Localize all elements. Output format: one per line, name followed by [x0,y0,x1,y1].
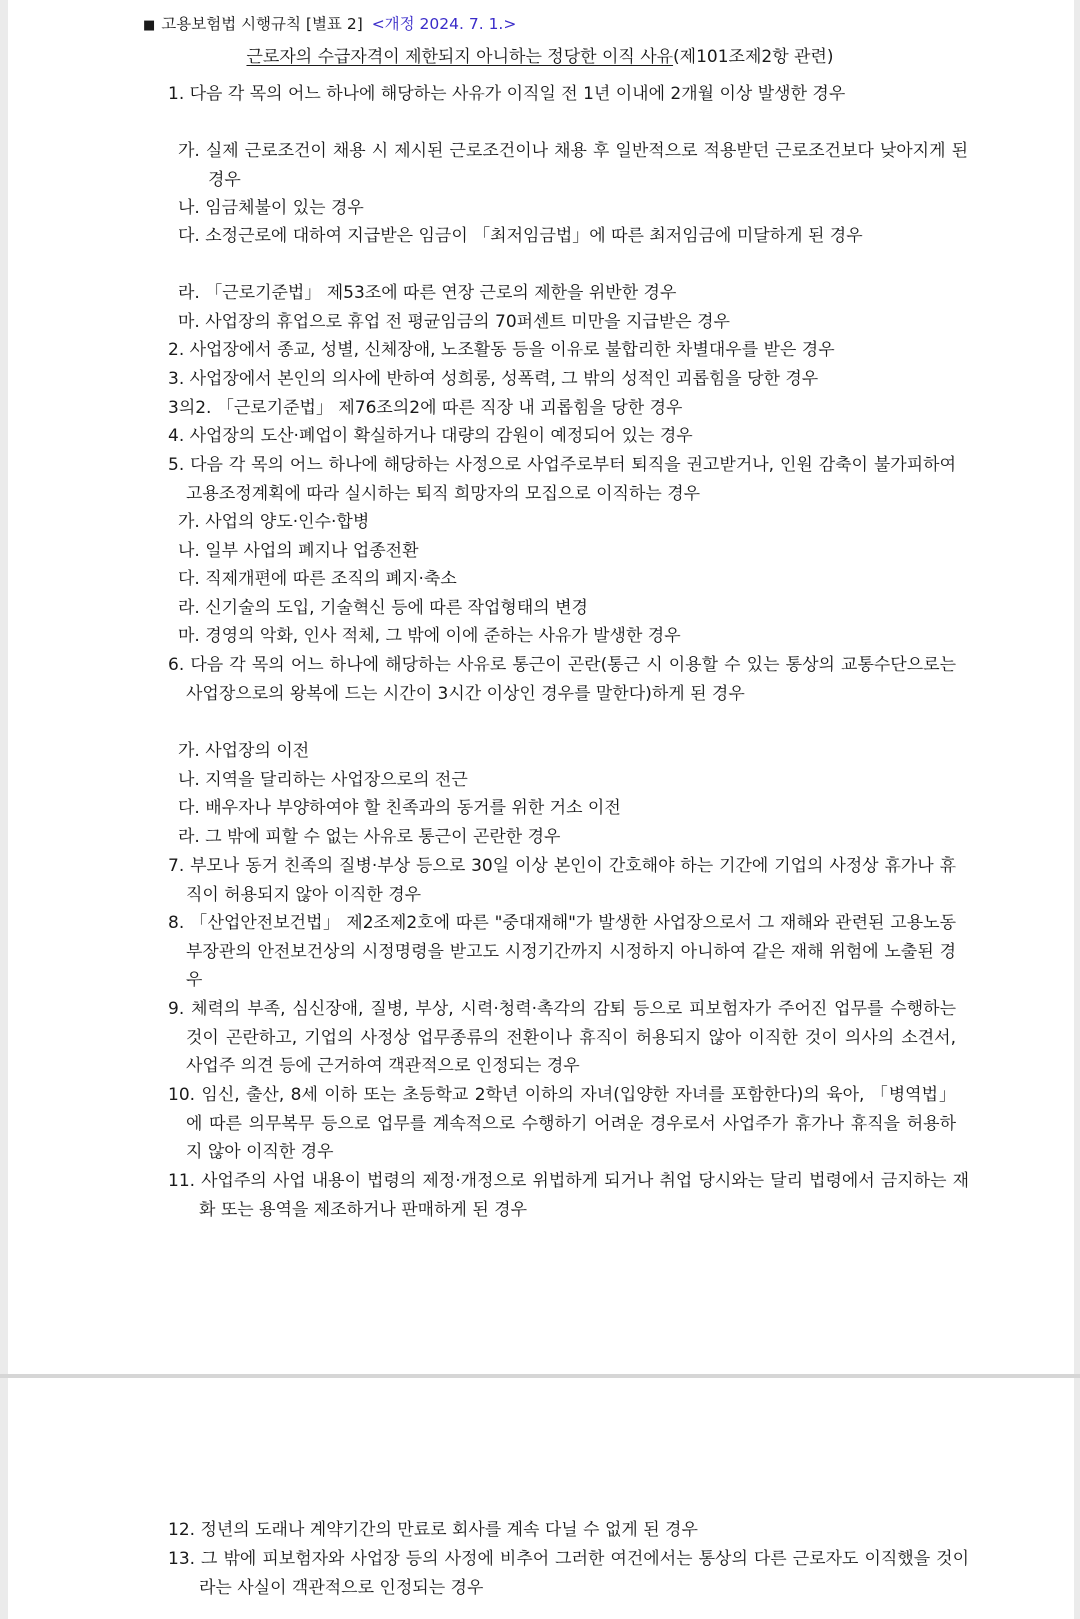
list-item-5-ga: 가. 사업의 양도·인수·합병 [178,512,370,532]
list-item-12: 12. 정년의 도래나 계약기간의 만료로 회사를 계속 다닐 수 없게 된 경우 [168,1520,698,1540]
revision-date: <개정 2024. 7. 1.> [371,15,517,33]
list-item-1-na: 나. 임금체불이 있는 경우 [178,198,364,218]
list-item-7: 7. 부모나 동거 친족의 질병·부상 등으로 30일 이상 본인이 간호해야 하는 기간에 기업의 사정상 휴가나 휴직이 허용되지 않아 이직한 경우 [168,856,956,905]
list-item-13: 13. 그 밖에 피보험자와 사업장 등의 사정에 비추어 그러한 여건에서는 통상의 다른 근로자도 이직했을 것이라는 사실이 객관적으로 인정되는 경우 [168,1549,969,1598]
list-item-6-ga: 가. 사업장의 이전 [178,741,310,761]
list-item-5-ra: 라. 신기술의 도입, 기술혁신 등에 따른 작업형태의 변경 [178,598,588,618]
list-item-6-na: 나. 지역을 달리하는 사업장으로의 전근 [178,770,468,790]
title-main: 근로자의 수급자격이 제한되지 아니하는 정당한 이직 사유 [246,47,674,67]
list-item-5-na: 나. 일부 사업의 폐지나 업종전환 [178,541,419,561]
list-item-1-ra: 라. 「근로기준법」 제53조에 따른 연장 근로의 제한을 위반한 경우 [178,283,677,303]
document-title [0,44,1080,70]
list-item-6: 6. 다음 각 목의 어느 하나에 해당하는 사유로 통근이 곤란(통근 시 이용할 수 있는 통상의 교통수단으로는 사업장으로의 왕복에 드는 시간이 3시간 이상인 경우를 말한다)하게 된 경우 [168,655,956,704]
list-item-3: 3. 사업장에서 본인의 의사에 반하여 성희롱, 성폭력, 그 밖의 성적인 괴롭힘을 당한 경우 [168,369,819,389]
law-title: 고용보험법 시행규칙 [별표 2] [161,15,363,33]
list-item-5-ma: 마. 경영의 악화, 인사 적체, 그 밖에 이에 준하는 사유가 발생한 경우 [178,626,681,646]
list-item-1-da: 다. 소정근로에 대하여 지급받은 임금이 「최저임금법」에 따른 최저임금에 미달하게 된 경우 [178,226,863,246]
list-item-2: 2. 사업장에서 종교, 성별, 신체장애, 노조활동 등을 이유로 불합리한 차별대우를 받은 경우 [168,340,835,360]
title-reference: (제101조제2항 관련) [673,47,834,67]
list-item-10: 10. 임신, 출산, 8세 이하 또는 초등학교 2학년 이하의 자녀(입양한 자녀를 포함한다)의 육아, 「병역법」에 따른 의무복무 등으로 업무를 계속적으로 수행하기 어려운 경우로서 사업주가 휴가나 휴직을 허용하지 않아 이직한 경우 [168,1085,956,1163]
document-header [143,13,516,37]
list-item-5: 5. 다음 각 목의 어느 하나에 해당하는 사정으로 사업주로부터 퇴직을 권고받거나, 인원 감축이 불가피하여 고용조정계획에 따라 실시하는 퇴직 희망자의 모집으로 이직하는 경우 [168,455,956,504]
list-item-3-2: 3의2. 「근로기준법」 제76조의2에 따른 직장 내 괴롭힘을 당한 경우 [168,398,683,418]
list-item-1: 1. 다음 각 목의 어느 하나에 해당하는 사유가 이직일 전 1년 이내에 2개월 이상 발생한 경우 [168,84,846,104]
list-item-1-ga: 가. 실제 근로조건이 채용 시 제시된 근로조건이나 채용 후 일반적으로 적용받던 근로조건보다 낮아지게 된 경우 [178,141,968,190]
list-item-1-ma: 마. 사업장의 휴업으로 휴업 전 평균임금의 70퍼센트 미만을 지급받은 경우 [178,312,730,332]
list-item-5-da: 다. 직제개편에 따른 조직의 폐지·축소 [178,569,457,589]
list-item-11: 11. 사업주의 사업 내용이 법령의 제정·개정으로 위법하게 되거나 취업 당시와는 달리 법령에서 금지하는 재화 또는 용역을 제조하거나 판매하게 된 경우 [168,1171,969,1220]
list-item-4: 4. 사업장의 도산·폐업이 확실하거나 대량의 감원이 예정되어 있는 경우 [168,426,693,446]
list-item-9: 9. 체력의 부족, 심신장애, 질병, 부상, 시력·청력·촉각의 감퇴 등으로 피보험자가 주어진 업무를 수행하는 것이 곤란하고, 기업의 사정상 업무종류의 전환이나 휴직이 허용되지 않아 이직한 것이 의사의 소견서, 사업주 의견 등에 근거하여 객관적으로 인정되는 경우 [168,999,956,1077]
list-item-6-da: 다. 배우자나 부양하여야 할 친족과의 동거를 위한 거소 이전 [178,798,621,818]
square-bullet-icon: ■ [143,18,156,33]
list-item-6-ra: 라. 그 밖에 피할 수 없는 사유로 통근이 곤란한 경우 [178,827,561,847]
list-item-8: 8. 「산업안전보건법」 제2조제2호에 따른 "중대재해"가 발생한 사업장으로서 그 재해와 관련된 고용노동부장관의 안전보건상의 시정명령을 받고도 시정기간까지 시정하지 아니하여 같은 재해 위험에 노출된 경우 [168,913,956,991]
